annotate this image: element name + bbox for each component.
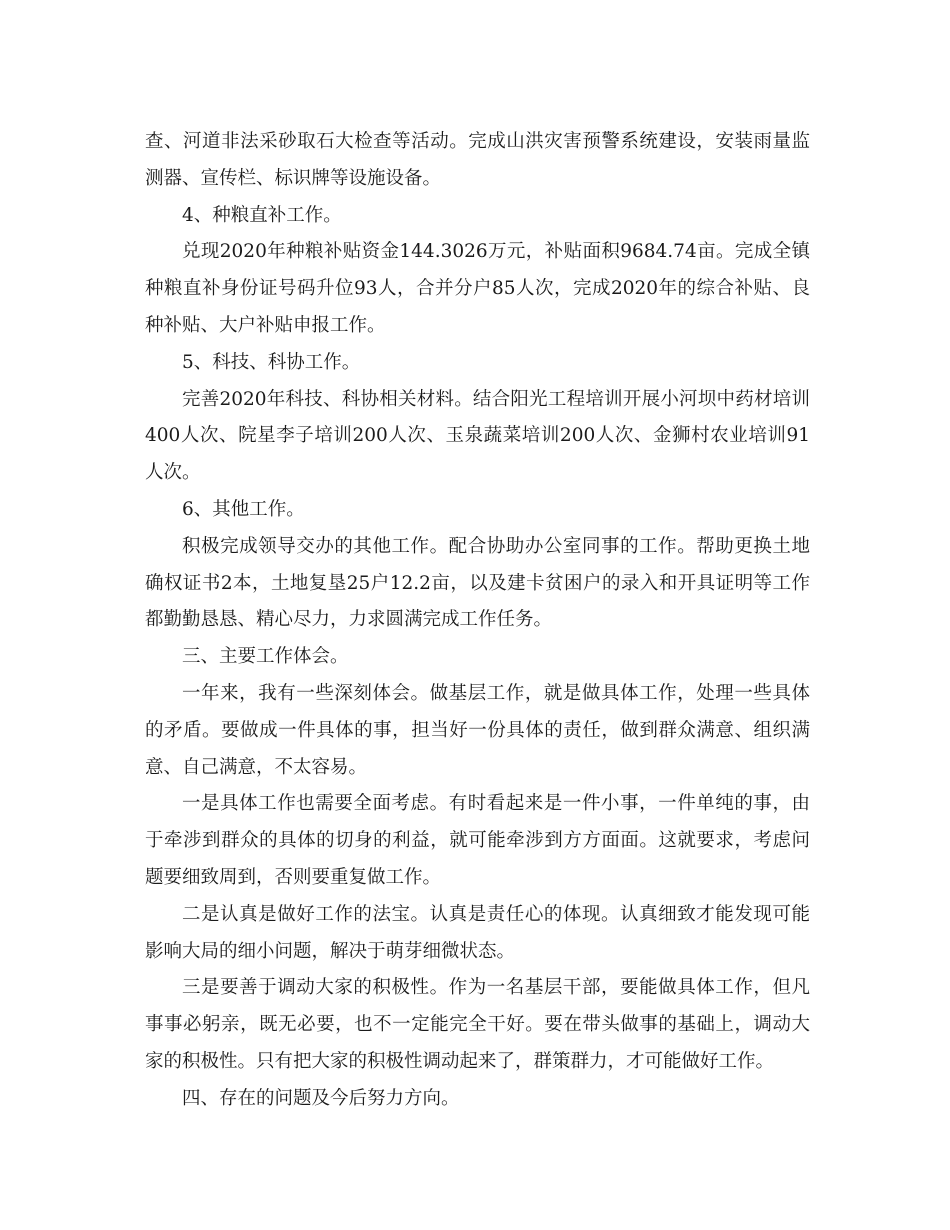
paragraph: 二是认真是做好工作的法宝。认真是责任心的体现。认真细致才能发现可能影响大局的细小问题，解决于萌芽细微状态。 xyxy=(145,903,810,962)
paragraph: 三是要善于调动大家的积极性。作为一名基层干部，要能做具体工作，但凡事事必躬亲，既无必要，也不一定能完全干好。要在带头做事的基础上，调动大家的积极性。只有把大家的积极性调动起来了，群策群力，才可能做好工作。 xyxy=(145,977,810,1072)
section-heading: 4、种粮直补工作。 xyxy=(182,204,342,226)
paragraph: 一年来，我有一些深刻体会。做基层工作，就是做具体工作，处理一些具体的矛盾。要做成一件具体的事，担当好一份具体的责任，做到群众满意、组织满意、自己满意，不太容易。 xyxy=(145,682,810,778)
paragraph: 一是具体工作也需要全面考虑。有时看起来是一件小事，一件单纯的事，由于牵涉到群众的具体的切身的利益，就可能牵涉到方方面面。这就要求，考虑问题要细致周到，否则要重复做工作。 xyxy=(145,793,810,888)
paragraph: 积极完成领导交办的其他工作。配合协助办公室同事的工作。帮助更换土地确权证书2本，土地复垦25户12.2亩，以及建卡贫困户的录入和开具证明等工作都勤勤恳恳、精心尽力，力求圆满完成工作任务。 xyxy=(145,535,810,631)
section-heading: 三、主要工作体会。 xyxy=(182,646,349,668)
document-body xyxy=(145,124,810,1118)
paragraph: 查、河道非法采砂取石大检查等活动。完成山洪灾害预警系统建设，安装雨量监测器、宣传栏、标识牌等设施设备。 xyxy=(145,131,810,189)
section-heading: 5、科技、科协工作。 xyxy=(182,351,361,373)
section-heading: 四、存在的问题及今后努力方向。 xyxy=(182,1087,460,1109)
paragraph: 完善2020年科技、科协相关材料。结合阳光工程培训开展小河坝中药材培训400人次、院星李子培训200人次、玉泉蔬菜培训200人次、金狮村农业培训91人次。 xyxy=(145,388,810,484)
paragraph: 兑现2020年种粮补贴资金144.3026万元，补贴面积9684.74亩。完成全镇种粮直补身份证号码升位93人，合并分户85人次，完成2020年的综合补贴、良种补贴、大户补贴申报工作。 xyxy=(145,241,810,336)
section-heading: 6、其他工作。 xyxy=(182,498,305,520)
